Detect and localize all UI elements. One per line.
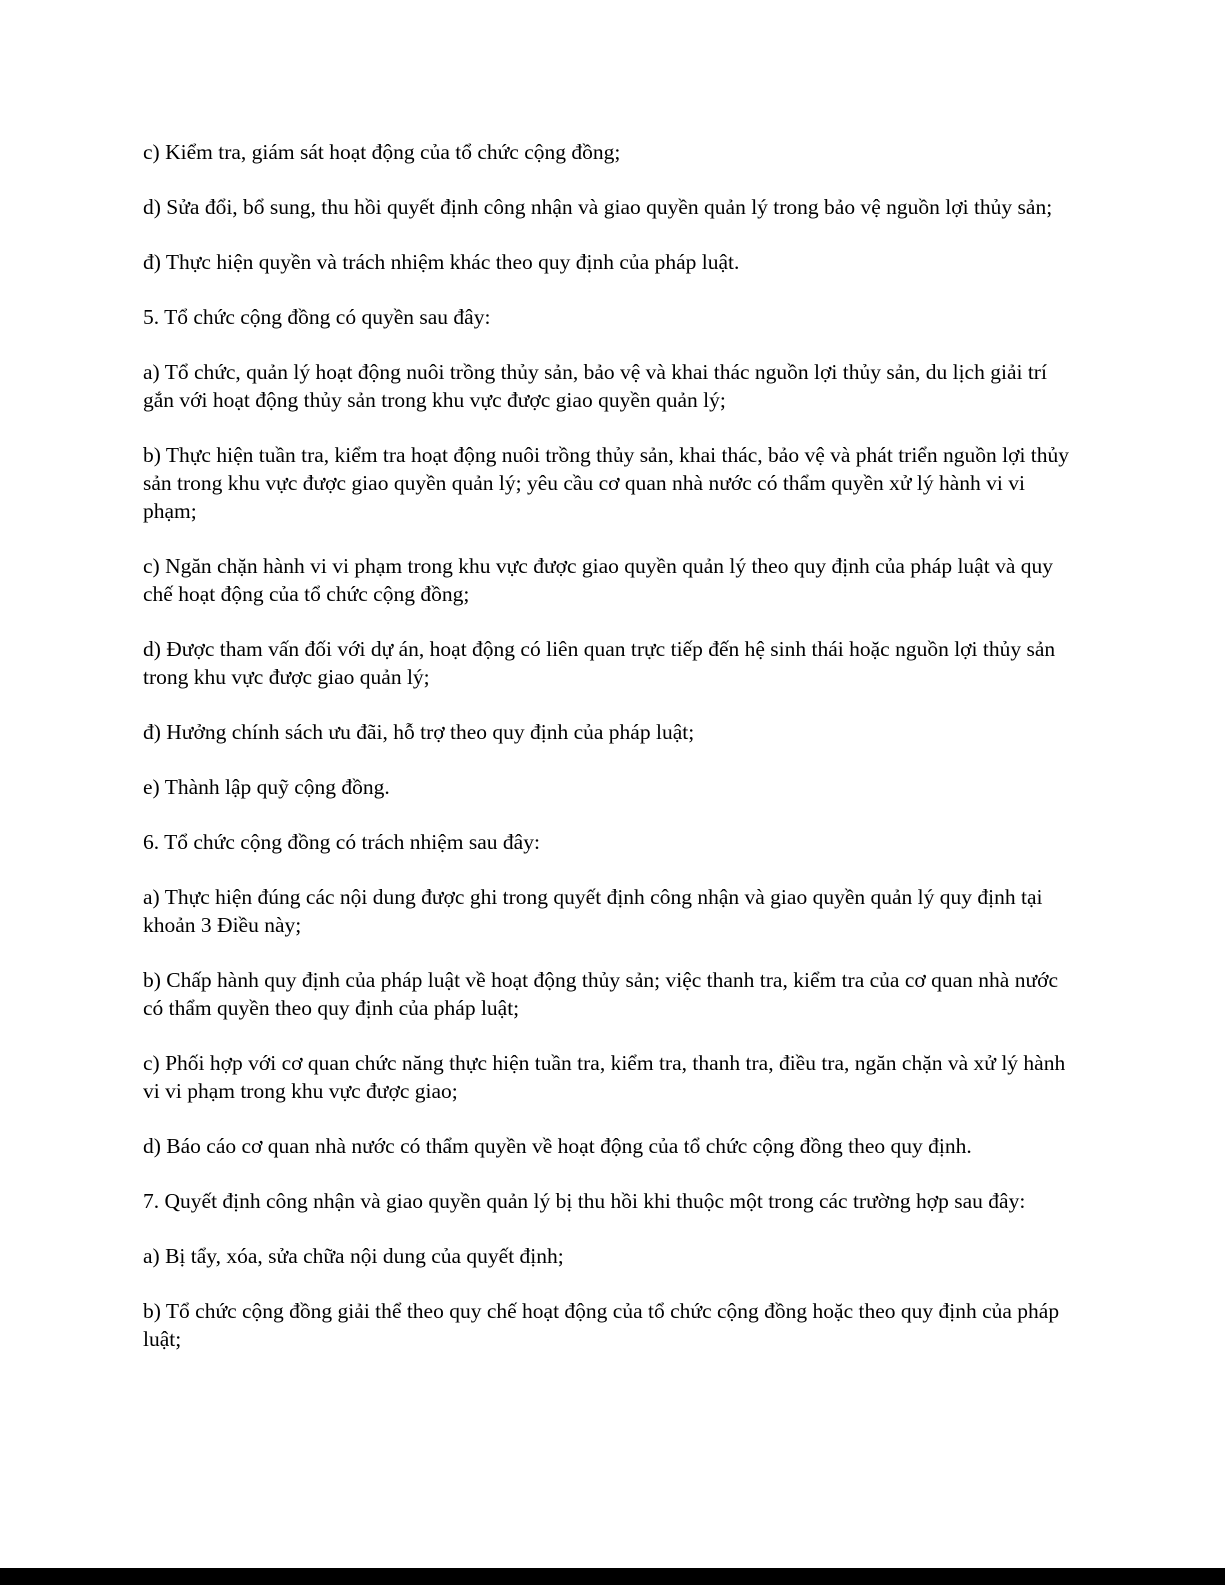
paragraph-5a: a) Tổ chức, quản lý hoạt động nuôi trồng thủy sản, bảo vệ và khai thác nguồn lợi thủy sản, du lịch giải trí gắn với hoạt động thủy sản trong khu vực được giao quyền quản lý; bbox=[143, 360, 1047, 412]
clause-5-heading: 5. Tổ chức cộng đồng có quyền sau đây: bbox=[143, 305, 491, 329]
paragraph-5dd: đ) Hưởng chính sách ưu đãi, hỗ trợ theo quy định của pháp luật; bbox=[143, 720, 695, 744]
paragraph-6b: b) Chấp hành quy định của pháp luật về hoạt động thủy sản; việc thanh tra, kiểm tra của cơ quan nhà nước có thẩm quyền theo quy định của pháp luật; bbox=[143, 968, 1059, 1020]
paragraph-5e: e) Thành lập quỹ cộng đồng. bbox=[143, 775, 390, 799]
page-bottom-edge bbox=[0, 1568, 1225, 1585]
paragraph-6c: c) Phối hợp với cơ quan chức năng thực hiện tuần tra, kiểm tra, thanh tra, điều tra, ngăn chặn và xử lý hành vi vi phạm trong khu vực được giao; bbox=[143, 1051, 1066, 1103]
paragraph-4c: c) Kiểm tra, giám sát hoạt động của tổ chức cộng đồng; bbox=[143, 140, 621, 164]
document-body bbox=[143, 138, 1083, 1380]
paragraph-4dd: đ) Thực hiện quyền và trách nhiệm khác theo quy định của pháp luật. bbox=[143, 250, 740, 274]
paragraph-6a: a) Thực hiện đúng các nội dung được ghi trong quyết định công nhận và giao quyền quản lý quy định tại khoản 3 Điều này; bbox=[143, 885, 1043, 937]
paragraph-4d: d) Sửa đổi, bổ sung, thu hồi quyết định công nhận và giao quyền quản lý trong bảo vệ nguồn lợi thủy sản; bbox=[143, 195, 1053, 219]
clause-6-heading: 6. Tổ chức cộng đồng có trách nhiệm sau đây: bbox=[143, 830, 540, 854]
paragraph-5c: c) Ngăn chặn hành vi vi phạm trong khu vực được giao quyền quản lý theo quy định của pháp luật và quy chế hoạt động của tổ chức cộng đồng; bbox=[143, 554, 1053, 606]
paragraph-5b: b) Thực hiện tuần tra, kiểm tra hoạt động nuôi trồng thủy sản, khai thác, bảo vệ và phát triển nguồn lợi thủy sản trong khu vực được giao quyền quản lý; yêu cầu cơ quan nhà nước có thẩm quyền xử lý hành vi vi phạm; bbox=[143, 443, 1070, 523]
paragraph-6d: d) Báo cáo cơ quan nhà nước có thẩm quyền về hoạt động của tổ chức cộng đồng theo quy định. bbox=[143, 1134, 972, 1158]
paragraph-7a: a) Bị tẩy, xóa, sửa chữa nội dung của quyết định; bbox=[143, 1244, 564, 1268]
paragraph-5d: d) Được tham vấn đối với dự án, hoạt động có liên quan trực tiếp đến hệ sinh thái hoặc nguồn lợi thủy sản trong khu vực được giao quản lý; bbox=[143, 637, 1056, 689]
paragraph-7b: b) Tổ chức cộng đồng giải thể theo quy chế hoạt động của tổ chức cộng đồng hoặc theo quy định của pháp luật; bbox=[143, 1299, 1060, 1351]
clause-7-heading: 7. Quyết định công nhận và giao quyền quản lý bị thu hồi khi thuộc một trong các trường hợp sau đây: bbox=[143, 1189, 1026, 1213]
